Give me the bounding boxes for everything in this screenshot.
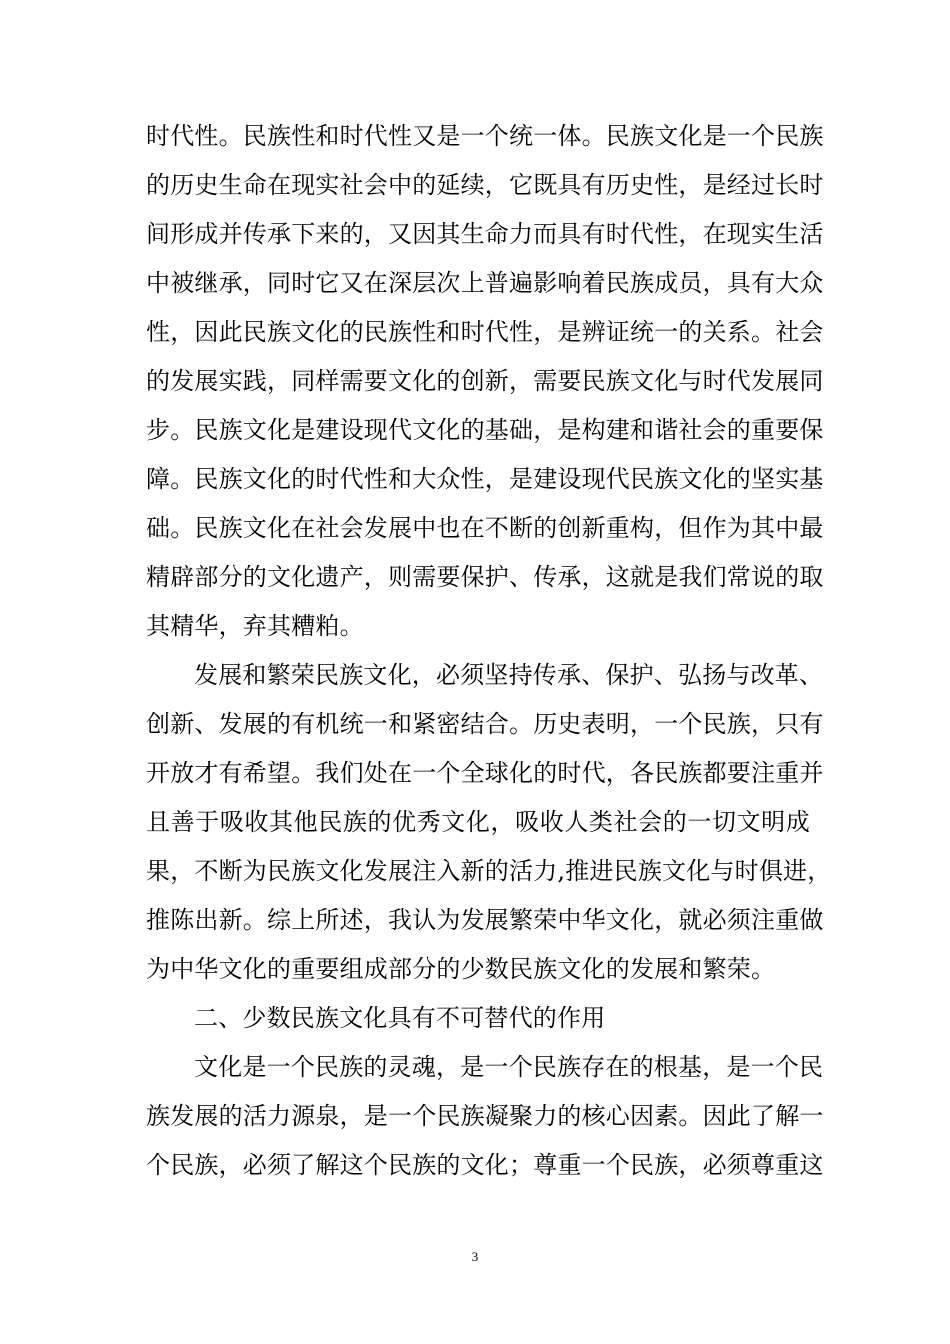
text-line: 其精华，弃其糟粕。 xyxy=(146,612,364,640)
text-line: 时代性。民族性和时代性又是一个统一体。民族文化是一个民族 xyxy=(146,122,824,150)
text-line: 推陈出新。综上所述，我认为发展繁荣中华文化，就必须注重做 xyxy=(146,906,824,934)
text-line: 发展和繁荣民族文化，必须坚持传承、保护、弘扬与改革、 xyxy=(194,661,824,689)
text-line: 精辟部分的文化遗产，则需要保护、传承，这就是我们常说的取 xyxy=(146,563,824,591)
text-line: 间形成并传承下来的，又因其生命力而具有时代性，在现实生活 xyxy=(146,220,824,248)
paragraph-2 xyxy=(146,651,832,994)
text-line: 的历史生命在现实社会中的延续，它既具有历史性，是经过长时 xyxy=(146,171,824,199)
text-line: 且善于吸收其他民族的优秀文化，吸收人类社会的一切文明成 xyxy=(146,808,810,836)
text-line: 障。民族文化的时代性和大众性，是建设现代民族文化的坚实基 xyxy=(146,465,824,493)
text-line: 为中华文化的重要组成部分的少数民族文化的发展和繁荣。 xyxy=(146,955,776,983)
document-body xyxy=(146,112,832,1190)
text-line: 步。民族文化是建设现代文化的基础，是构建和谐社会的重要保 xyxy=(146,416,824,444)
paragraph-1 xyxy=(146,112,824,651)
text-line: 的发展实践，同样需要文化的创新，需要民族文化与时代发展同 xyxy=(146,367,824,395)
text-line: 个民族，必须了解这个民族的文化；尊重一个民族，必须尊重这 xyxy=(146,1151,824,1179)
text-line: 础。民族文化在社会发展中也在不断的创新重构，但作为其中最 xyxy=(146,514,824,542)
text-line: 中被继承，同时它又在深层次上普遍影响着民族成员，具有大众 xyxy=(146,269,824,297)
text-line: 性，因此民族文化的民族性和时代性，是辨证统一的关系。社会 xyxy=(146,318,824,346)
text-line: 族发展的活力源泉，是一个民族凝聚力的核心因素。因此了解一 xyxy=(146,1102,824,1130)
paragraph-3 xyxy=(146,1043,824,1190)
section-heading-text: 二、少数民族文化具有不可替代的作用 xyxy=(194,1004,606,1032)
section-heading xyxy=(146,994,810,1043)
text-line: 开放才有希望。我们处在一个全球化的时代，各民族都要注重并 xyxy=(146,759,824,787)
text-line: 果，不断为民族文化发展注入新的活力,推进民族文化与时俱进， xyxy=(146,857,832,885)
text-line: 创新、发展的有机统一和紧密结合。历史表明，一个民族，只有 xyxy=(146,710,824,738)
text-line: 文化是一个民族的灵魂，是一个民族存在的根基，是一个民 xyxy=(194,1053,824,1081)
page-number: 3 xyxy=(471,1249,479,1264)
